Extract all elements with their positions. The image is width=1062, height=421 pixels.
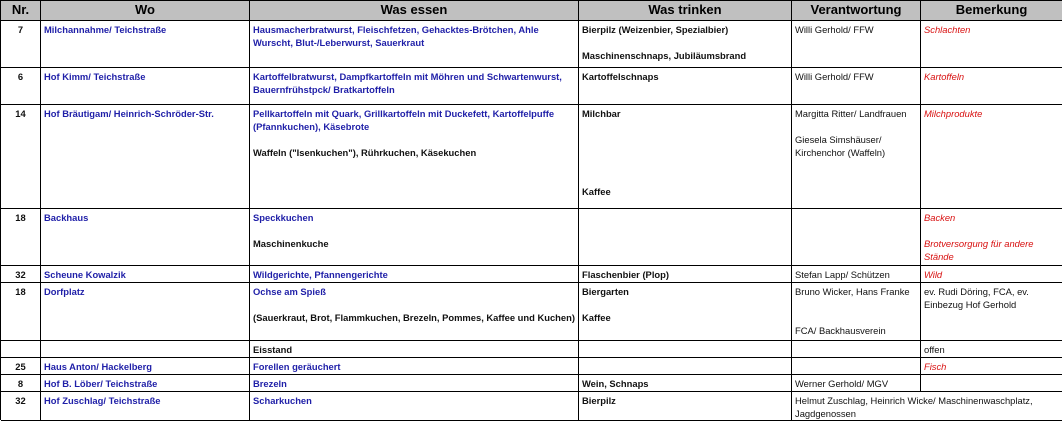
bemerkung-entry: Backen [924, 212, 956, 223]
row-number: 18 [15, 212, 26, 223]
cell-wo [41, 341, 250, 358]
bemerkung-entry: Brotversorgung für andere Stände [924, 238, 1037, 262]
was-essen-entry: Brezeln [253, 378, 287, 389]
header-nr: Nr. [1, 1, 41, 21]
verantwortung-entry: Willi Gerhold/ FFW [795, 71, 874, 82]
cell-was-essen [250, 358, 579, 375]
cell-bemerkung [921, 105, 1062, 209]
bemerkung-entry: Milchprodukte [924, 108, 983, 119]
bemerkung-entry: Schlachten [924, 24, 971, 35]
was-essen-entry: Scharkuchen [253, 395, 312, 406]
cell-was-trinken [579, 392, 792, 421]
was-essen-entry: Ochse am Spieß [253, 286, 326, 297]
bemerkung-entry: Fisch [924, 361, 947, 372]
cell-bemerkung [921, 375, 1062, 392]
cell-verantwortung [792, 392, 1062, 421]
cell-was-essen [250, 392, 579, 421]
header-wo: Wo [41, 1, 250, 21]
row-number: 25 [15, 361, 26, 372]
cell-wo [41, 21, 250, 68]
location-name: Scheune Kowalzik [44, 269, 126, 280]
cell-wo [41, 283, 250, 341]
was-essen-entry: Waffeln ("Isenkuchen"), Rührkuchen, Käsekuchen [253, 147, 477, 158]
row-number: 14 [15, 108, 26, 119]
cell-was-trinken [579, 375, 792, 392]
cell-verantwortung [792, 283, 921, 341]
cell-nr [1, 68, 41, 105]
location-name: Backhaus [44, 212, 89, 223]
cell-wo [41, 392, 250, 421]
cell-wo [41, 358, 250, 375]
was-trinken-entry: Bierpilz [582, 395, 616, 406]
cell-was-trinken [579, 283, 792, 341]
location-name: Hof B. Löber/ Teichstraße [44, 378, 158, 389]
cell-verantwortung [792, 105, 921, 209]
cell-wo [41, 375, 250, 392]
cell-wo [41, 68, 250, 105]
cell-was-essen [250, 283, 579, 341]
was-trinken-entry: Kartoffelschnaps [582, 71, 659, 82]
header-verantwortung: Verantwortung [792, 1, 921, 21]
cell-bemerkung [921, 68, 1062, 105]
row-number: 7 [17, 24, 24, 35]
location-name: Dorfplatz [44, 286, 85, 297]
cell-was-trinken [579, 209, 792, 266]
was-trinken-entry: Bierpilz (Weizenbier, Spezialbier) [582, 24, 729, 35]
was-essen-entry: Kartoffelbratwurst, Dampfkartoffeln mit Möhren und Schwartenwurst, Bauernfrühstpck/ Bratkartoffeln [253, 71, 565, 95]
cell-was-essen [250, 105, 579, 209]
cell-verantwortung [792, 209, 921, 266]
cell-nr [1, 266, 41, 283]
row-number: 6 [17, 71, 24, 82]
was-essen-entry: Eisstand [253, 344, 293, 355]
header-was-trinken: Was trinken [579, 1, 792, 21]
cell-verantwortung [792, 21, 921, 68]
cell-was-essen [250, 21, 579, 68]
cell-nr [1, 392, 41, 421]
was-essen-entry: Maschinenkuche [253, 238, 329, 249]
cell-nr [1, 341, 41, 358]
cell-nr [1, 283, 41, 341]
cell-bemerkung [921, 209, 1062, 266]
cell-nr [1, 358, 41, 375]
verantwortung-entry: Stefan Lapp/ Schützen [795, 269, 890, 280]
cell-nr [1, 209, 41, 266]
bemerkung-entry: offen [924, 344, 945, 355]
was-essen-entry: (Sauerkraut, Brot, Flammkuchen, Brezeln, Pommes, Kaffee und Kuchen) [253, 312, 575, 323]
cell-nr [1, 21, 41, 68]
verantwortung-entry: FCA/ Backhausverein [795, 325, 886, 336]
location-name: Haus Anton/ Hackelberg [44, 361, 153, 372]
location-name: Hof Kimm/ Teichstraße [44, 71, 146, 82]
cell-was-essen [250, 375, 579, 392]
location-name: Milchannahme/ Teichstraße [44, 24, 167, 35]
was-trinken-entry: Flaschenbier (Plop) [582, 269, 669, 280]
cell-nr [1, 375, 41, 392]
cell-was-trinken [579, 266, 792, 283]
cell-was-essen [250, 68, 579, 105]
was-trinken-entry: Kaffee [582, 312, 611, 323]
bemerkung-entry: Wild [924, 269, 943, 280]
cell-was-essen [250, 266, 579, 283]
cell-was-trinken [579, 21, 792, 68]
cell-was-essen [250, 209, 579, 266]
verantwortung-entry: Willi Gerhold/ FFW [795, 24, 874, 35]
location-name: Hof Bräutigam/ Heinrich-Schröder-Str. [44, 108, 214, 119]
was-trinken-entry: Milchbar [582, 108, 621, 119]
cell-wo [41, 209, 250, 266]
verantwortung-entry: Bruno Wicker, Hans Franke [795, 286, 910, 297]
cell-was-essen [250, 341, 579, 358]
cell-wo [41, 266, 250, 283]
cell-was-trinken [579, 358, 792, 375]
cell-verantwortung [792, 266, 921, 283]
row-number: 32 [15, 269, 26, 280]
verantwortung-entry: Werner Gerhold/ MGV [795, 378, 889, 389]
cell-bemerkung [921, 21, 1062, 68]
cell-verantwortung [792, 341, 921, 358]
was-essen-entry: Pellkartoffeln mit Quark, Grillkartoffeln mit Duckefett, Kartoffelpuffe (Pfannkuchen), Käsebrote [253, 108, 557, 132]
verantwortung-entry: Margitta Ritter/ Landfrauen [795, 108, 907, 119]
cell-verantwortung [792, 68, 921, 105]
cell-bemerkung [921, 358, 1062, 375]
location-name: Hof Zuschlag/ Teichstraße [44, 395, 161, 406]
was-essen-entry: Speckkuchen [253, 212, 314, 223]
row-number: 8 [17, 378, 24, 389]
was-essen-entry: Wildgerichte, Pfannengerichte [253, 269, 388, 280]
cell-bemerkung [921, 283, 1062, 341]
row-number: 32 [15, 395, 26, 406]
was-trinken-entry: Wein, Schnaps [582, 378, 649, 389]
was-trinken-entry: Biergarten [582, 286, 629, 297]
cell-nr [1, 105, 41, 209]
bemerkung-entry: ev. Rudi Döring, FCA, ev. Einbezug Hof Gerhold [924, 286, 1032, 310]
row-number: 18 [15, 286, 26, 297]
was-essen-entry: Forellen geräuchert [253, 361, 341, 372]
was-essen-entry: Hausmacherbratwurst, Fleischfetzen, Gehacktes-Brötchen, Ahle Wurscht, Blut-/Leberwurst, Sauerkraut [253, 24, 542, 48]
cell-verantwortung [792, 358, 921, 375]
cell-verantwortung [792, 375, 921, 392]
cell-bemerkung [921, 266, 1062, 283]
was-trinken-entry: Maschinenschnaps, Jubiläumsbrand [582, 50, 747, 61]
verantwortung-entry: Helmut Zuschlag, Heinrich Wicke/ Maschinenwaschplatz, Jagdgenossen [795, 395, 1036, 419]
cell-was-trinken [579, 68, 792, 105]
bemerkung-entry: Kartoffeln [924, 71, 965, 82]
header-was-essen: Was essen [250, 1, 579, 21]
header-bemerkung: Bemerkung [921, 1, 1062, 21]
was-trinken-entry: Kaffee [582, 186, 611, 197]
verantwortung-entry: Giesela Simshäuser/ Kirchenchor (Waffeln) [795, 134, 886, 158]
cell-bemerkung [921, 341, 1062, 358]
cell-was-trinken [579, 341, 792, 358]
cell-wo [41, 105, 250, 209]
cell-was-trinken [579, 105, 792, 209]
